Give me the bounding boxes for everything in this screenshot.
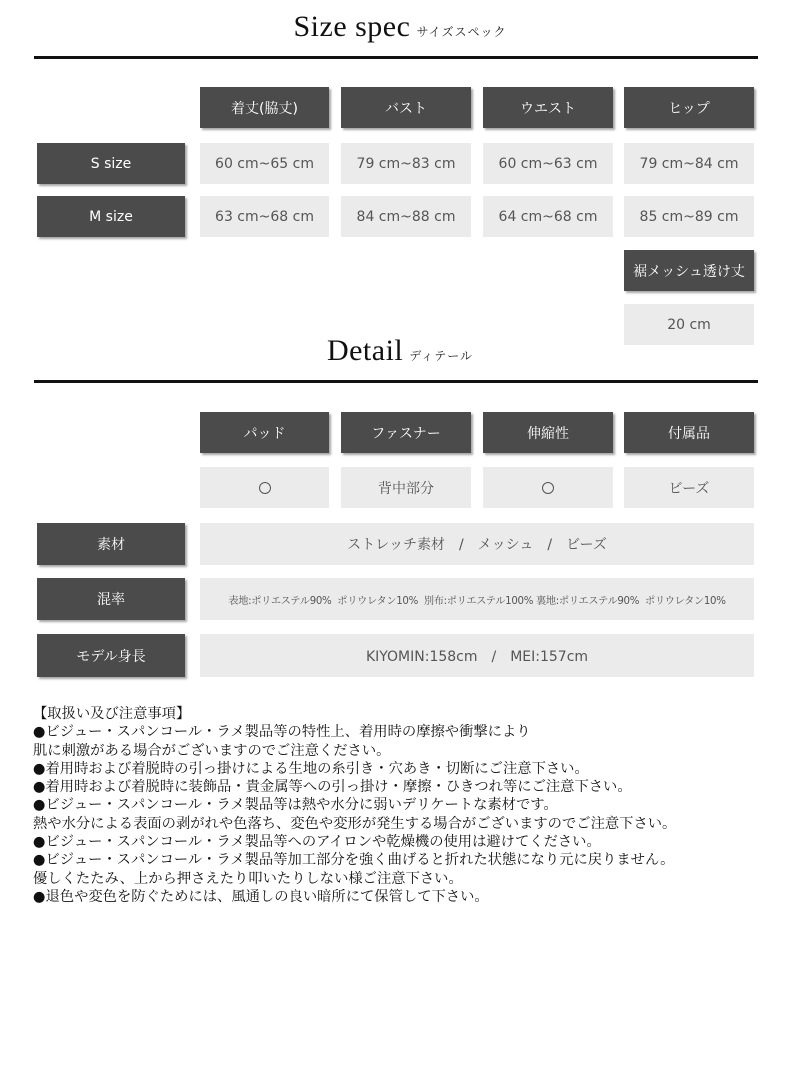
care-note-line: ●退色や変色を防ぐためには、風通しの良い暗所にて保管して下さい。 — [33, 888, 489, 905]
detail-divider — [34, 380, 758, 383]
detail-stretch-value — [483, 467, 613, 508]
circle-mark-icon — [542, 482, 554, 494]
size-spec-heading — [0, 10, 800, 44]
care-note-line: ●ビジュー・スパンコール・ラメ製品等の特性上、着用時の摩擦や衝撃により — [33, 724, 531, 741]
size-spec-subtitle: サイズスペック — [416, 25, 507, 39]
care-notes — [33, 705, 783, 906]
care-note-line: ●ビジュー・スパンコール・ラメ製品等は熱や水分に弱いデリケートな素材です。 — [33, 797, 558, 814]
hem-mesh-header: 裾メッシュ透け丈 — [624, 250, 754, 291]
detail-col-header: 付属品 — [624, 412, 754, 453]
size-row-label-s: S size — [37, 143, 185, 184]
detail-subtitle: ディテール — [409, 349, 474, 363]
detail-heading — [0, 334, 800, 368]
care-note-line: 優しくたたみ、上から押さえたり叩いたりしない様ご注意下さい。 — [33, 870, 463, 887]
size-col-header: 着丈(脇丈) — [200, 87, 329, 128]
size-row-label-m: M size — [37, 196, 185, 237]
detail-zipper-value: 背中部分 — [341, 467, 471, 508]
material-value: ストレッチ素材 / メッシュ / ビーズ — [200, 523, 754, 565]
size-col-header: ウエスト — [483, 87, 613, 128]
material-label: 素材 — [37, 523, 185, 565]
composition-value: 表地:ポリエステル90% ポリウレタン10% 別布:ポリエステル100% 裏地:ポリエステル90% ポリウレタン10% — [200, 578, 754, 620]
care-note-line: ●ビジュー・スパンコール・ラメ製品等へのアイロンや乾燥機の使用は避けてください。 — [33, 834, 601, 851]
care-note-line: 熱や水分による表面の剥がれや色落ち、変色や変形が発生する場合がございますのでご注意下さい。 — [33, 815, 677, 832]
circle-mark-icon — [259, 482, 271, 494]
detail-accessory-value: ビーズ — [624, 467, 754, 508]
size-cell: 85 cm~89 cm — [624, 196, 754, 237]
detail-col-header: ファスナー — [341, 412, 471, 453]
size-col-header: ヒップ — [624, 87, 754, 128]
detail-pad-value — [200, 467, 329, 508]
hem-mesh-value: 20 cm — [624, 304, 754, 345]
detail-col-header: 伸縮性 — [483, 412, 613, 453]
composition-label: 混率 — [37, 578, 185, 620]
care-note-line: ●着用時および着脱時の引っ掛けによる生地の糸引き・穴あき・切断にご注意下さい。 — [33, 760, 589, 777]
model-height-value: KIYOMIN:158cm / MEI:157cm — [200, 634, 754, 677]
size-spec-title: Size spec — [293, 10, 411, 43]
detail-col-header: パッド — [200, 412, 329, 453]
size-cell: 79 cm~83 cm — [341, 143, 471, 184]
care-note-line: ●着用時および着脱時に装飾品・貴金属等への引っ掛け・摩擦・ひきつれ等にご注意下さい。 — [33, 779, 632, 796]
size-col-header: バスト — [341, 87, 471, 128]
care-note-line: 【取扱い及び注意事項】 — [33, 706, 191, 722]
size-cell: 60 cm~65 cm — [200, 143, 329, 184]
size-cell: 64 cm~68 cm — [483, 196, 613, 237]
size-cell: 79 cm~84 cm — [624, 143, 754, 184]
size-cell: 84 cm~88 cm — [341, 196, 471, 237]
detail-title: Detail — [326, 334, 404, 367]
care-note-line: 肌に刺激がある場合がございますのでご注意ください。 — [33, 742, 391, 759]
care-note-line: ●ビジュー・スパンコール・ラメ製品等加工部分を強く曲げると折れた状態になり元に戻りません。 — [33, 852, 675, 869]
model-height-label: モデル身長 — [37, 634, 185, 677]
size-cell: 60 cm~63 cm — [483, 143, 613, 184]
size-spec-divider — [34, 56, 758, 59]
size-cell: 63 cm~68 cm — [200, 196, 329, 237]
